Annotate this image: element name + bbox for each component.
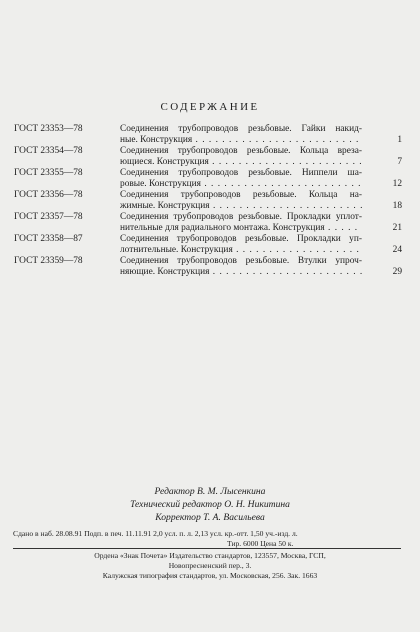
imprint-line: Ордена «Знак Почета» Издательство стандартов, 123557, Москва, ГСП, — [94, 551, 326, 560]
toc-description-line: Соединения трубопроводов резьбовые. Гайки накид- — [120, 124, 362, 134]
proofreader-credit: Корректор Т. А. Васильева — [155, 512, 265, 523]
toc-description-line: Соединения трубопроводов резьбовые. Прокладки уплот- — [120, 212, 362, 222]
toc-page-number: 29 — [392, 267, 402, 277]
toc-standard-code: ГОСТ 23359—78 — [14, 256, 83, 266]
toc-description-line: ровые. Конструкция . . . — [120, 179, 362, 190]
toc-standard-code: ГОСТ 23356—78 — [14, 190, 83, 200]
tech-editor-credit: Технический редактор О. Н. Никитина — [130, 499, 290, 510]
toc-description-line: лотнительные. Конструкция . . . — [120, 245, 362, 256]
toc-entry — [14, 234, 414, 256]
toc-description — [120, 256, 362, 277]
toc-entry — [14, 124, 414, 146]
imprint-line: Калужская типография стандартов, ул. Московская, 256. Зак. 1663 — [102, 571, 318, 580]
toc-description-line: Соединения трубопроводов резьбовые. Кольца вреза- — [120, 146, 362, 156]
toc-standard-code: ГОСТ 23357—78 — [14, 212, 83, 222]
divider — [13, 548, 401, 549]
toc-entry — [14, 168, 414, 190]
publisher-imprint — [0, 551, 420, 581]
toc-description-line: Соединения трубопроводов резьбовые. Прокладки уп- — [120, 234, 362, 244]
toc-description-line: нительные для радиального монтажа. Конструкция . . . — [120, 223, 362, 234]
toc-description-line: ные. Конструкция . . . — [120, 135, 362, 146]
toc-page-number: 24 — [392, 245, 402, 255]
toc-page-number: 21 — [392, 223, 402, 233]
print-details-line: Тир. 6000 Цена 50 к. — [227, 539, 294, 548]
toc-heading: СОДЕРЖАНИЕ — [160, 101, 260, 113]
print-details — [13, 529, 413, 549]
toc-entry — [14, 146, 414, 168]
toc-entry — [14, 256, 414, 278]
toc-entry — [14, 190, 414, 212]
toc-page-number: 1 — [397, 135, 402, 145]
toc-description-line: жимные. Конструкция . . . — [120, 201, 362, 212]
print-details-line: Сдано в наб. 28.08.91 Подп. в печ. 11.11.91 2,0 усл. п. л. 2,13 усл. кр.-отт. 1,50 уч.-изд. л. — [13, 529, 298, 538]
toc-description-line: Соединения трубопроводов резьбовые. Ниппели ша- — [120, 168, 362, 178]
toc-description — [120, 234, 362, 255]
toc-standard-code: ГОСТ 23353—78 — [14, 124, 83, 134]
toc-entry — [14, 212, 414, 234]
toc-description-line: ющиеся. Конструкция . . . — [120, 157, 362, 168]
toc-description — [120, 146, 362, 167]
toc-description — [120, 168, 362, 189]
editorial-credits — [0, 485, 420, 524]
toc-standard-code: ГОСТ 23358—87 — [14, 234, 83, 244]
toc-description-line: Соединения трубопроводов резьбовые. Кольца на- — [120, 190, 362, 200]
editor-credit: Редактор В. М. Лысенкина — [154, 486, 266, 497]
toc-description — [120, 212, 362, 233]
imprint-line: Новопресненский пер., 3. — [168, 561, 252, 570]
toc-description — [120, 124, 362, 145]
toc-page-number: 7 — [397, 157, 402, 167]
toc-description-line: Соединения трубопроводов резьбовые. Втулки упроч- — [120, 256, 362, 266]
toc-description — [120, 190, 362, 211]
toc-page-number: 12 — [392, 179, 402, 189]
toc-page-number: 18 — [392, 201, 402, 211]
toc-standard-code: ГОСТ 23354—78 — [14, 146, 83, 156]
table-of-contents — [14, 124, 414, 278]
toc-standard-code: ГОСТ 23355—78 — [14, 168, 83, 178]
toc-description-line: няющие. Конструкция . . . — [120, 267, 362, 278]
